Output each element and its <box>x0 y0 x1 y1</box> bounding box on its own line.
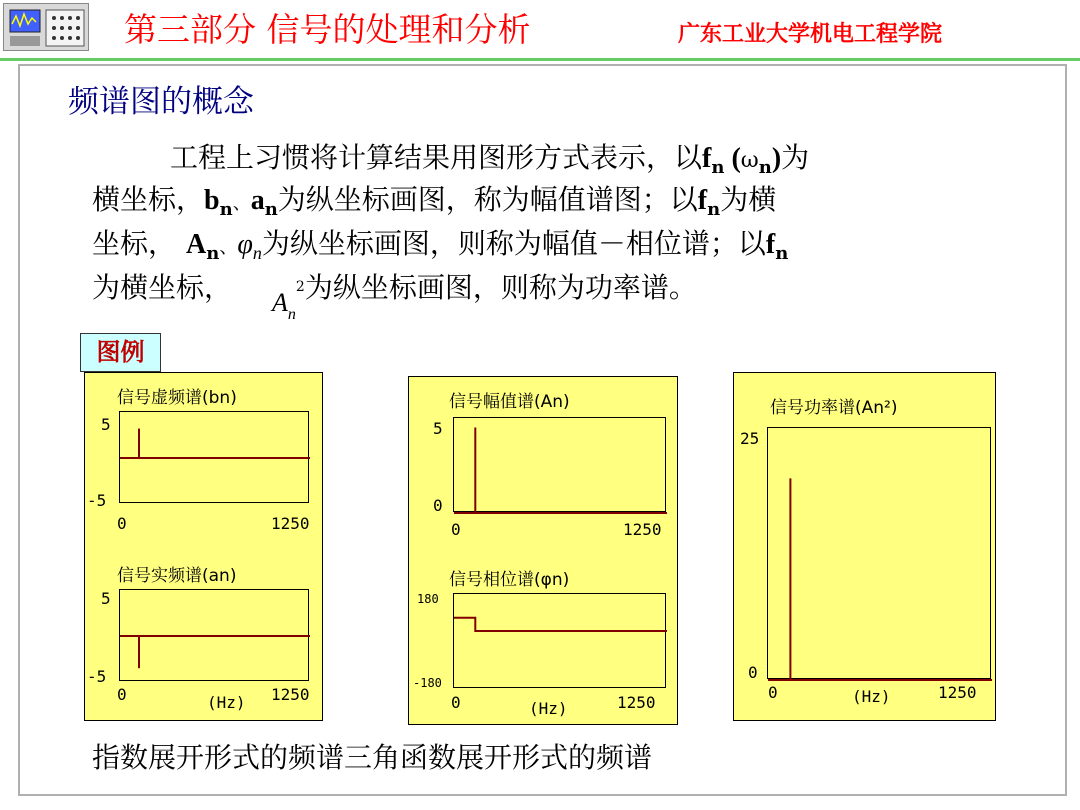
chart-power-svg <box>768 428 992 680</box>
tick-y-max: 5 <box>101 415 111 434</box>
tick-x-max: 1250 <box>271 514 310 533</box>
tick-y-max: 5 <box>433 419 443 438</box>
tick-x-max: 1250 <box>938 683 977 702</box>
separator: 、 <box>232 193 251 214</box>
header-rule <box>0 58 1080 61</box>
tick-x-min: 0 <box>117 514 127 533</box>
symbol-phi: φ <box>237 229 253 260</box>
chart-title-phase: 信号相位谱(φn) <box>449 570 570 590</box>
subscript-n: n <box>711 157 725 178</box>
subscript-n: n <box>219 199 233 220</box>
series-line <box>454 618 667 631</box>
plot-power <box>767 427 991 679</box>
symbol-f: f <box>765 229 776 260</box>
panel-exponential <box>84 372 323 721</box>
symbol-omega: ω <box>740 148 759 173</box>
plot-phase <box>453 593 666 688</box>
instrument-logo-icon <box>4 4 90 52</box>
subscript-n: n <box>287 306 296 323</box>
chart-real-svg <box>120 590 310 682</box>
paragraph-line-2 <box>92 178 992 220</box>
symbol-f: f <box>697 185 708 216</box>
tick-y-max: 180 <box>417 592 439 606</box>
tick-x-max: 1250 <box>271 685 310 704</box>
symbol-A-italic: A <box>272 288 288 317</box>
plot-real <box>119 589 309 681</box>
section-title: 频谱图的概念 <box>68 84 254 120</box>
line3-head: 坐标， <box>92 227 177 260</box>
figure-caption: 指数展开形式的频谱三角函数展开形式的频谱 <box>92 741 653 774</box>
tick-y-max: 5 <box>101 589 111 608</box>
line2-mid: 为纵坐标画图，称为幅值谱图；以 <box>277 183 698 216</box>
paragraph-line-4 <box>92 266 992 323</box>
subscript-n: n <box>775 243 789 264</box>
line4-head: 为横坐标， <box>92 271 233 304</box>
chart-title-real: 信号实频谱(an) <box>117 566 237 586</box>
superscript-2: 2 <box>295 279 305 295</box>
legend-label: 图例 <box>80 333 161 372</box>
paragraph-line-3 <box>92 222 992 264</box>
chart-title-power: 信号功率谱(An²) <box>770 398 898 418</box>
paren-close: ) <box>771 143 782 174</box>
school-name: 广东工业大学机电工程学院 <box>678 21 943 47</box>
line4-tail: 为纵坐标画图，则称为功率谱。 <box>304 271 697 304</box>
line2-tail: 为横 <box>720 183 777 216</box>
tick-x-min: 0 <box>768 683 778 702</box>
tick-y-min: 0 <box>433 496 443 515</box>
tick-x-unit: (Hz) <box>529 699 568 718</box>
panel-power <box>733 372 996 721</box>
subscript-n: n <box>206 243 220 264</box>
tick-x-min: 0 <box>117 685 127 704</box>
symbol-A: A <box>186 229 207 260</box>
instrument-logo <box>3 3 89 51</box>
tick-x-max: 1250 <box>623 520 662 539</box>
subscript-n: n <box>758 157 772 178</box>
tick-x-unit: (Hz) <box>207 693 246 712</box>
paren-open: ( <box>724 143 741 174</box>
subscript-n: n <box>252 243 262 263</box>
line1-text: 工程上习惯将计算结果用图形方式表示，以 <box>170 141 703 174</box>
line1-tail: 为 <box>781 141 810 174</box>
slide-header <box>0 0 1080 62</box>
line2-head: 横坐标， <box>92 183 205 216</box>
tick-y-min: 0 <box>748 663 758 682</box>
subscript-n: n <box>707 199 721 220</box>
chart-imag-svg <box>120 412 310 504</box>
paragraph-line-1 <box>170 136 1070 178</box>
tick-x-min: 0 <box>451 520 461 539</box>
line3-mid: 为纵坐标画图，则称为幅值－相位谱；以 <box>261 227 766 260</box>
symbol-b: b <box>204 185 220 216</box>
chart-title-amplitude: 信号幅值谱(An) <box>449 392 570 412</box>
panel-trigonometric <box>408 376 678 725</box>
tick-x-min: 0 <box>451 693 461 712</box>
separator: 、 <box>219 237 238 258</box>
chart-title-imag: 信号虚频谱(bn) <box>117 388 237 408</box>
chart-phase-svg <box>454 594 667 689</box>
plot-imag <box>119 411 309 503</box>
tick-x-unit: (Hz) <box>852 687 891 706</box>
symbol-f: f <box>702 143 712 174</box>
plot-amplitude <box>453 417 666 512</box>
course-title: 第三部分 信号的处理和分析 <box>124 10 531 49</box>
symbol-a: a <box>250 185 265 216</box>
tick-y-min: -5 <box>87 491 107 510</box>
subscript-n: n <box>264 199 278 220</box>
tick-y-min: -5 <box>87 667 107 686</box>
tick-y-max: 25 <box>740 429 760 448</box>
tick-x-max: 1250 <box>617 693 656 712</box>
tick-y-min: -180 <box>413 676 442 690</box>
chart-amplitude-svg <box>454 418 667 513</box>
